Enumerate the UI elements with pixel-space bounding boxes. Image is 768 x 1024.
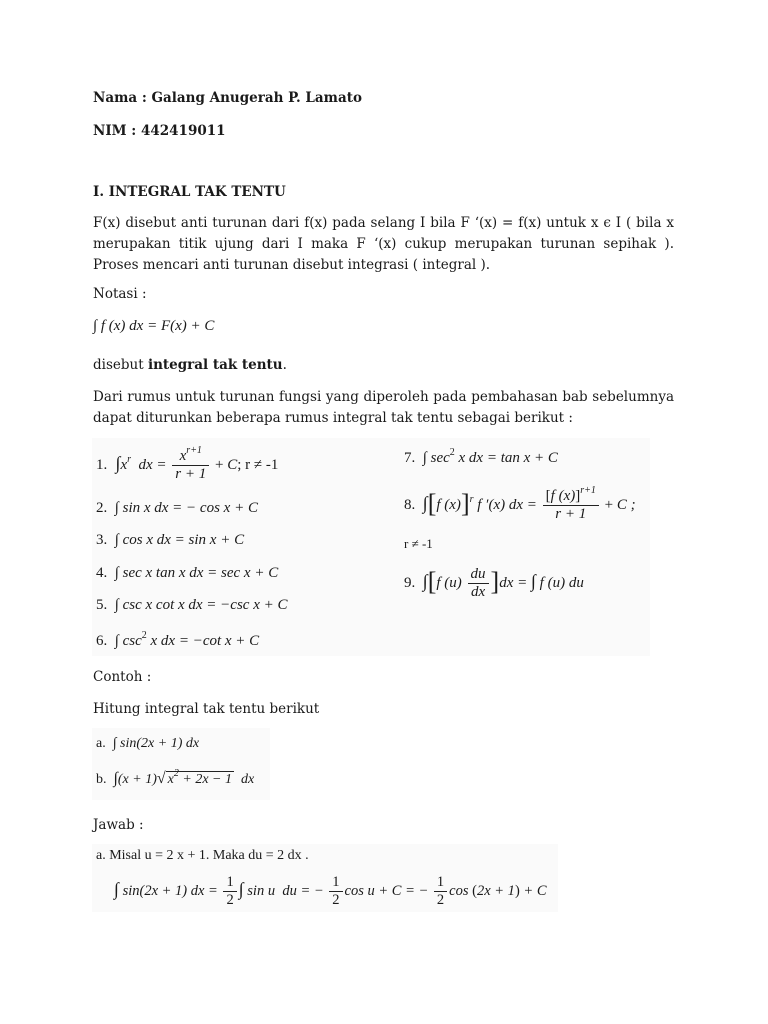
jawab-box bbox=[92, 844, 558, 912]
disebut-line bbox=[93, 355, 287, 376]
formula-2: 2. ∫ sin x dx = − cos x + C bbox=[96, 500, 258, 516]
contoh-problems bbox=[92, 728, 270, 800]
student-name: Nama : Galang Anugerah P. Lamato bbox=[93, 90, 362, 106]
formula-1: 1. $\int x^r$ dx = $\frac{x^{r+1}}{r + 1}$ + C; r ≠ -1 bbox=[96, 445, 279, 482]
formula-8: 8. ∫[f (x)]$^r$ f ′(x) dx = $\frac{[f (x)]^{r+1}}{r + 1}$ + C ; bbox=[404, 485, 636, 522]
jawab-a-substitution: a. Misal u = 2 x + 1. Maka du = 2 dx . bbox=[96, 848, 309, 863]
section-title: I. INTEGRAL TAK TENTU bbox=[93, 184, 286, 200]
disebut-suffix: . bbox=[282, 357, 287, 373]
formula-7: 7. ∫ $\sec^2 x$ dx = tan x + C bbox=[404, 447, 558, 466]
problem-b: b. ∫(x + 1)√ $x^2 + 2x - 1$ dx bbox=[96, 768, 255, 787]
formula-9: 9. ∫[f (u) $\frac{du}{dx}$ ]dx = ∫ f (u) du bbox=[404, 566, 584, 600]
problem-a: a. ∫ sin(2x + 1) dx bbox=[96, 736, 200, 751]
formula-3: 3. ∫ cos x dx = sin x + C bbox=[96, 532, 245, 548]
disebut-prefix: disebut bbox=[93, 357, 148, 373]
jawab-a-solution: ∫ sin(2x + 1) dx = $\frac{1}{2}$ ∫ sin u du = − $\frac{1}{2}$ cos u + C = − $\frac{1}{2}$ cos (2x + 1) + C bbox=[114, 874, 547, 908]
contoh-label: Contoh : bbox=[93, 669, 152, 685]
jawab-label: Jawab : bbox=[93, 817, 144, 833]
student-nim: NIM : 442419011 bbox=[93, 123, 226, 139]
formula-table bbox=[92, 438, 650, 656]
notasi-formula: ∫ f (x) dx = F(x) + C bbox=[93, 318, 215, 334]
notasi-label: Notasi : bbox=[93, 286, 147, 302]
disebut-term: integral tak tentu bbox=[147, 357, 283, 373]
formula-6: 6. ∫ $\csc^2 x$ dx = −cot x + C bbox=[96, 630, 260, 649]
definition-paragraph: F(x) disebut anti turunan dari f(x) pada selang I bila F ‘(x) = f(x) untuk x ϵ I ( bila x merupakan titik ujung dari I maka F ‘(x) cukup merupakan turunan sepihak ). Proses mencari anti turunan disebut integrasi ( integral ). bbox=[93, 215, 674, 273]
formula-4: 4. ∫ sec x tan x dx = sec x + C bbox=[96, 565, 279, 581]
formula-intro-paragraph: Dari rumus untuk turunan fungsi yang diperoleh pada pembahasan bab sebelumnya dapat diturunkan beberapa rumus integral tak tentu sebagai berikut : bbox=[93, 389, 674, 426]
formula-5: 5. ∫ csc x cot x dx = −csc x + C bbox=[96, 597, 288, 613]
contoh-intro: Hitung integral tak tentu berikut bbox=[93, 701, 320, 717]
formula-8-condition: r ≠ -1 bbox=[404, 536, 433, 551]
